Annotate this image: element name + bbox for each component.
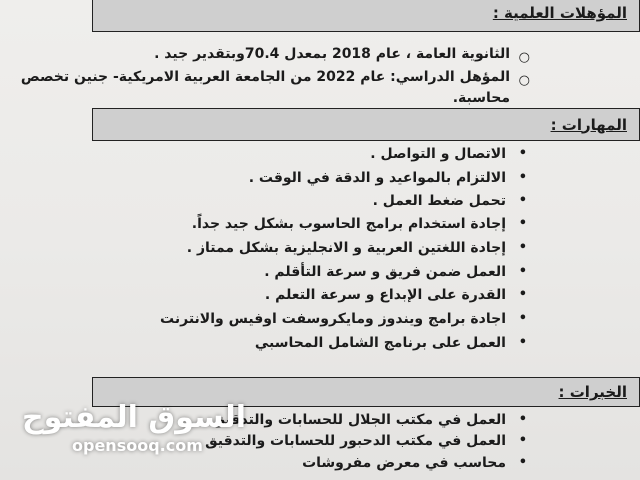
bullet-circle-icon: ○ (518, 73, 530, 88)
experience-item: العمل في مكتب الدحبور للحسابات والتدقيق (205, 433, 506, 449)
experience-item: محاسب في معرض مفروشات (302, 455, 506, 471)
skills-header-bar (92, 108, 640, 141)
skill-item: إجادة استخدام برامج الحاسوب بشكل جيد جداً. (191, 216, 506, 232)
bullet-dot-icon: • (518, 193, 527, 208)
bullet-dot-icon: • (518, 455, 527, 470)
skill-item: اجادة برامج ويندوز ومايكروسفت اوفيس والانترنت (160, 311, 506, 327)
bullet-dot-icon: • (518, 264, 527, 279)
qualification-line-3: محاسبة. (452, 90, 510, 106)
qualification-line-2: المؤهل الدراسي: عام 2022 من الجامعة العربية الامريكية- جنين تخصص (20, 69, 510, 85)
watermark-arabic: السوق المفتوح (22, 400, 247, 435)
skill-item: القدرة على الإبداع و سرعة التعلم . (264, 287, 506, 303)
bullet-dot-icon: • (518, 170, 527, 185)
bullet-dot-icon: • (518, 335, 527, 350)
watermark-latin: opensooq.com (72, 436, 203, 455)
skill-item: العمل ضمن فريق و سرعة التأقلم . (264, 264, 506, 280)
experience-title: الخبرات : (558, 383, 627, 401)
bullet-dot-icon: • (518, 412, 527, 427)
bullet-dot-icon: • (518, 240, 527, 255)
experience-item: العمل في مكتب الجلال للحسابات والتدقيق (212, 412, 506, 428)
skill-item: الاتصال و التواصل . (370, 146, 506, 162)
bullet-dot-icon: • (518, 146, 527, 161)
bullet-dot-icon: • (518, 216, 527, 231)
skill-item: الالتزام بالمواعيد و الدقة في الوقت . (248, 170, 506, 186)
qualifications-title: المؤهلات العلمية : (492, 4, 627, 22)
skill-item: العمل على برنامج الشامل المحاسبي (254, 335, 506, 351)
skill-item: إجادة اللغتين العربية و الانجليزية بشكل ممتاز . (186, 240, 506, 256)
bullet-dot-icon: • (518, 287, 527, 302)
bullet-dot-icon: • (518, 433, 527, 448)
bullet-circle-icon: ○ (518, 50, 530, 65)
skill-item: تحمل ضغط العمل . (372, 193, 506, 209)
bullet-dot-icon: • (518, 311, 527, 326)
qualifications-header-bar (92, 0, 640, 32)
qualification-line-1: الثانوية العامة ، عام 2018 بمعدل 70.4وبتقدير جيد . (154, 46, 510, 62)
skills-title: المهارات : (550, 115, 627, 134)
opensooq-watermark-logo (22, 400, 247, 462)
